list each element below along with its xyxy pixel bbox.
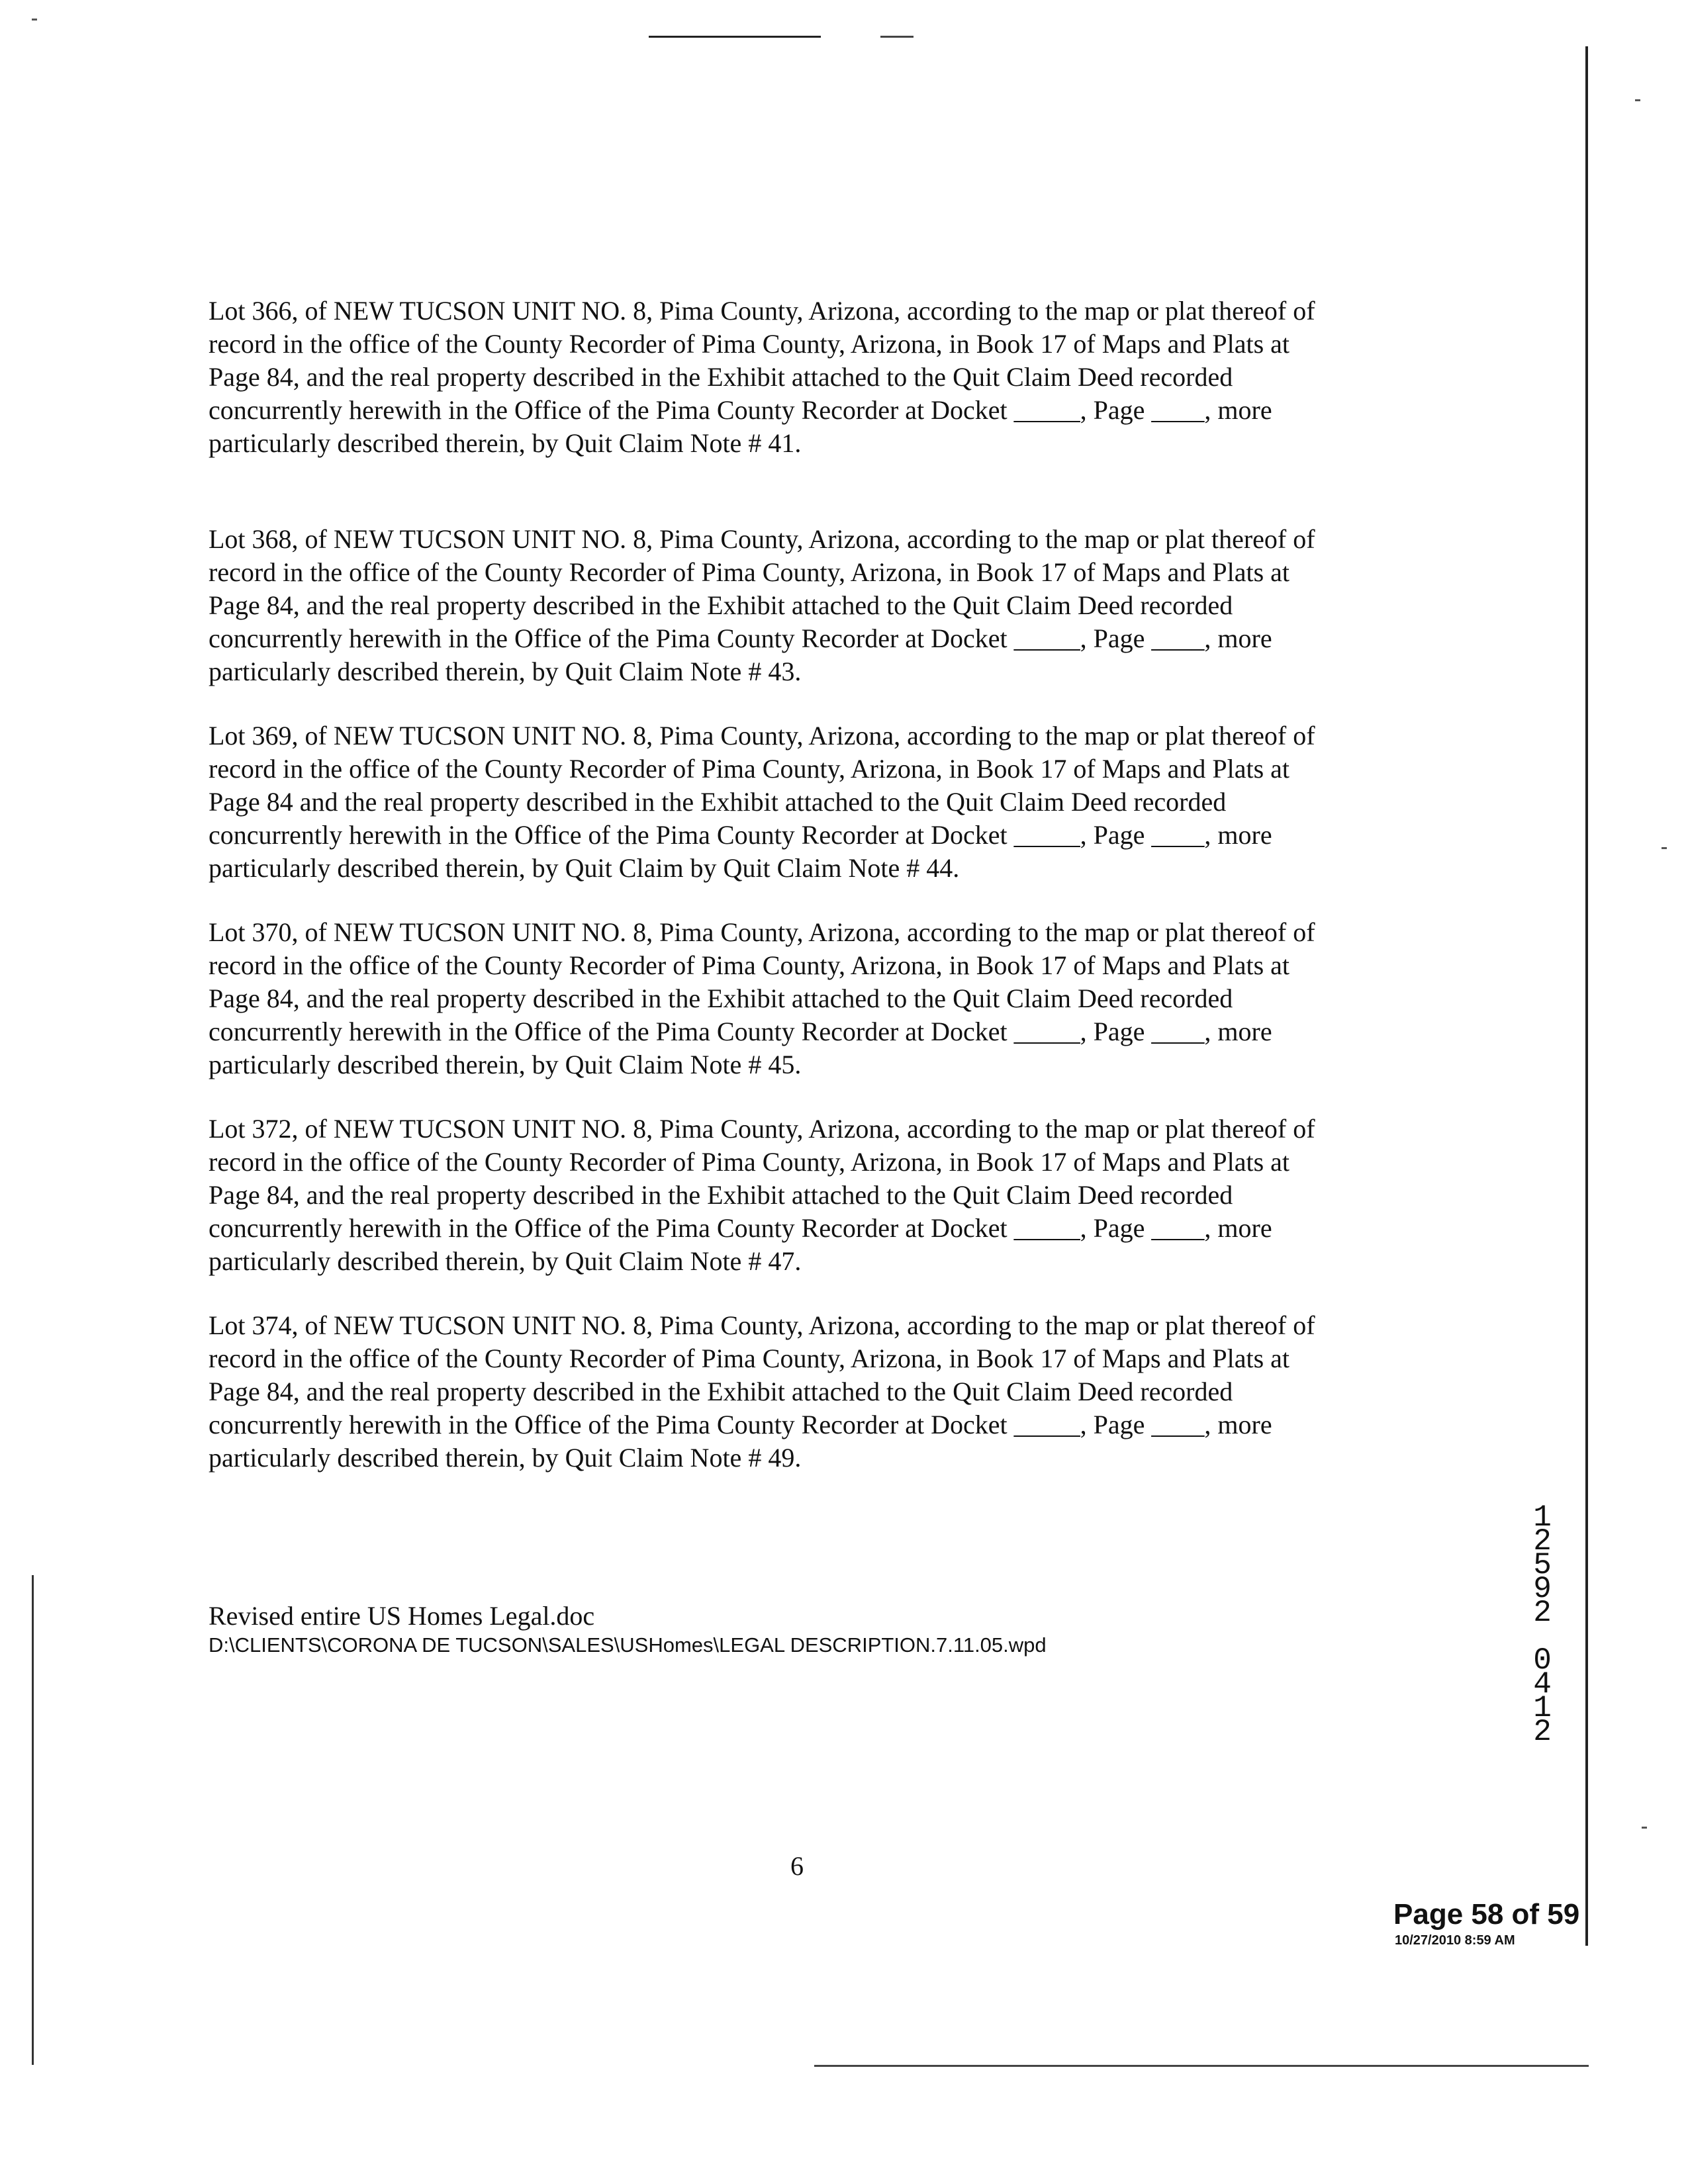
footer-doc-name: Revised entire US Homes Legal.doc xyxy=(209,1601,595,1631)
scan-mark-top xyxy=(880,36,914,38)
scan-dot xyxy=(1642,1827,1647,1829)
scan-line-right xyxy=(1585,46,1588,1946)
recorder-sequence-number: 1 2 5 9 2 0 4 1 2 xyxy=(1533,1500,1552,1749)
legal-paragraph-lot-372: Lot 372, of NEW TUCSON UNIT NO. 8, Pima County, Arizona, according to the map or plat thereof of record in the office of the County Recorder of Pima County, Arizona, in Book 17 of Maps and Plats at Page 84, and the real property described in the Exhibit attached to the Quit Claim Deed recorded concurrently herewith in the Office of the Pima County Recorder at Docket _____, Page ____, more particularly described therein, by Quit Claim Note # 47. xyxy=(209,1114,1315,1276)
scan-line-left xyxy=(32,1575,34,2065)
legal-paragraph-lot-366: Lot 366, of NEW TUCSON UNIT NO. 8, Pima County, Arizona, according to the map or plat thereof of record in the office of the County Recorder of Pima County, Arizona, in Book 17 of Maps and Plats at Page 84, and the real property described in the Exhibit attached to the Quit Claim Deed recorded concurrently herewith in the Office of the Pima County Recorder at Docket _____, Page ____, more particularly described therein, by Quit Claim Note # 41. xyxy=(209,296,1315,458)
legal-paragraph-lot-370: Lot 370, of NEW TUCSON UNIT NO. 8, Pima County, Arizona, according to the map or plat thereof of record in the office of the County Recorder of Pima County, Arizona, in Book 17 of Maps and Plats at Page 84, and the real property described in the Exhibit attached to the Quit Claim Deed recorded concurrently herewith in the Office of the Pima County Recorder at Docket _____, Page ____, more particularly described therein, by Quit Claim Note # 45. xyxy=(209,917,1315,1079)
scan-dot xyxy=(1662,847,1667,849)
page-number: 6 xyxy=(790,1851,804,1881)
recorder-page-label: Page 58 of 59 xyxy=(1393,1898,1580,1931)
scan-line-bottom xyxy=(814,2065,1589,2067)
legal-paragraph-lot-368: Lot 368, of NEW TUCSON UNIT NO. 8, Pima County, Arizona, according to the map or plat thereof of record in the office of the County Recorder of Pima County, Arizona, in Book 17 of Maps and Plats at Page 84, and the real property described in the Exhibit attached to the Quit Claim Deed recorded concurrently herewith in the Office of the Pima County Recorder at Docket _____, Page ____, more particularly described therein, by Quit Claim Note # 43. xyxy=(209,524,1315,686)
recorder-timestamp: 10/27/2010 8:59 AM xyxy=(1395,1933,1515,1948)
legal-paragraph-lot-369: Lot 369, of NEW TUCSON UNIT NO. 8, Pima County, Arizona, according to the map or plat thereof of record in the office of the County Recorder of Pima County, Arizona, in Book 17 of Maps and Plats at Page 84 and the real property described in the Exhibit attached to the Quit Claim Deed recorded concurrently herewith in the Office of the Pima County Recorder at Docket _____, Page ____, more particularly described therein, by Quit Claim by Quit Claim Note # 44. xyxy=(209,721,1315,883)
scan-dot xyxy=(1635,99,1640,101)
footer-file-path: D:\CLIENTS\CORONA DE TUCSON\SALES\USHomes\LEGAL DESCRIPTION.7.11.05.wpd xyxy=(209,1633,1047,1657)
scan-dot xyxy=(32,19,37,21)
legal-paragraph-lot-374: Lot 374, of NEW TUCSON UNIT NO. 8, Pima County, Arizona, according to the map or plat thereof of record in the office of the County Recorder of Pima County, Arizona, in Book 17 of Maps and Plats at Page 84, and the real property described in the Exhibit attached to the Quit Claim Deed recorded concurrently herewith in the Office of the Pima County Recorder at Docket _____, Page ____, more particularly described therein, by Quit Claim Note # 49. xyxy=(209,1310,1315,1473)
scan-line-top xyxy=(649,36,821,38)
